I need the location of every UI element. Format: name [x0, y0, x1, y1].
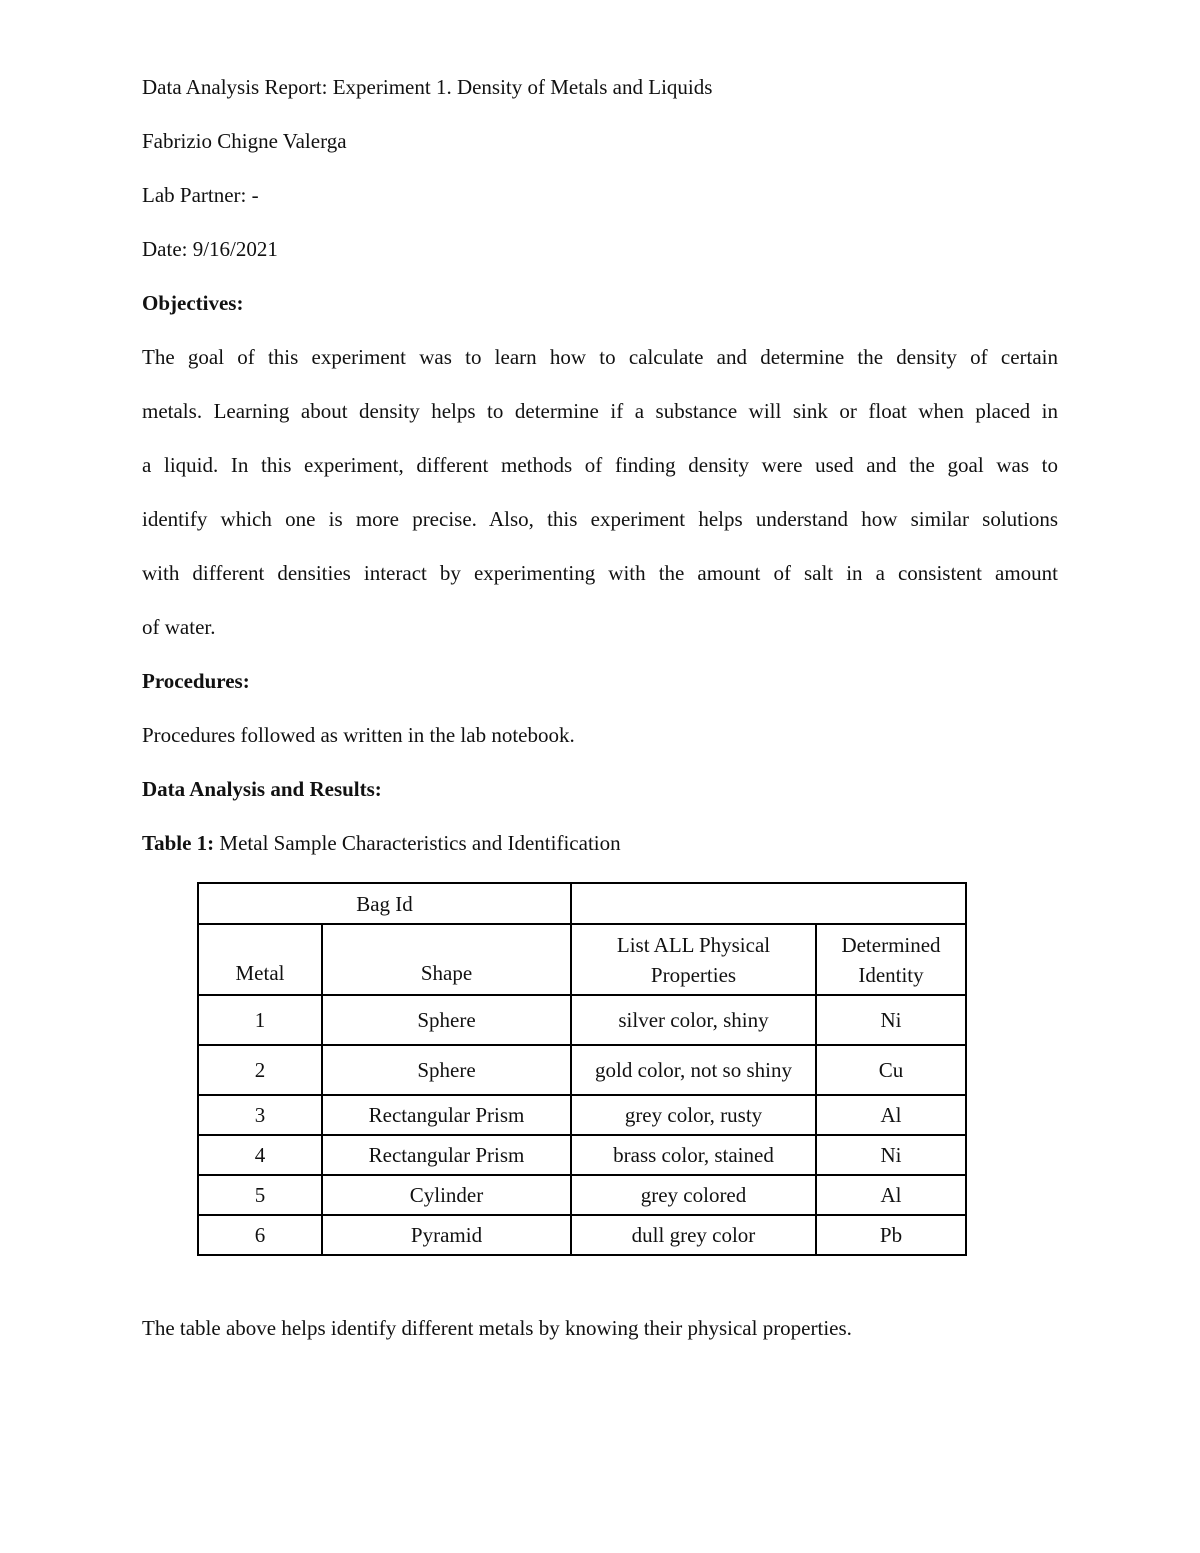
cell-metal: 2 [198, 1045, 322, 1095]
cell-metal: 3 [198, 1095, 322, 1135]
table-header-row [198, 924, 966, 995]
cell-properties: dull grey color [571, 1215, 816, 1255]
cell-shape: Rectangular Prism [322, 1095, 571, 1135]
objectives-line: a liquid. In this experiment, different methods of finding density were used and the goal was to [142, 453, 1058, 477]
bag-id-value-cell [571, 883, 966, 924]
cell-identity: Cu [816, 1045, 966, 1095]
cell-identity: Al [816, 1095, 966, 1135]
report-date: Date: 9/16/2021 [142, 237, 278, 261]
objectives-line: The goal of this experiment was to learn how to calculate and determine the density of certain [142, 345, 1058, 369]
cell-shape: Sphere [322, 995, 571, 1045]
cell-identity: Ni [816, 995, 966, 1045]
table-row [198, 1045, 966, 1095]
objectives-line: of water. [142, 615, 216, 639]
cell-shape: Rectangular Prism [322, 1135, 571, 1175]
table-row [198, 1095, 966, 1135]
report-title: Data Analysis Report: Experiment 1. Density of Metals and Liquids [142, 75, 713, 99]
table-row [198, 883, 966, 924]
table-caption-label: Table 1: [142, 831, 215, 855]
header-shape: Shape [322, 924, 571, 995]
cell-shape: Cylinder [322, 1175, 571, 1215]
objectives-heading: Objectives: [142, 291, 244, 315]
cell-properties: silver color, shiny [571, 995, 816, 1045]
cell-metal: 1 [198, 995, 322, 1045]
bag-id-cell: Bag Id [198, 883, 571, 924]
objectives-paragraph [142, 330, 1058, 654]
table-caption-text: Metal Sample Characteristics and Identification [214, 831, 621, 855]
table-row [198, 1215, 966, 1255]
header-determined-identity: Determined Identity [816, 924, 966, 995]
cell-properties: brass color, stained [571, 1135, 816, 1175]
cell-identity: Ni [816, 1135, 966, 1175]
header-metal: Metal [198, 924, 322, 995]
cell-shape: Sphere [322, 1045, 571, 1095]
cell-properties: grey color, rusty [571, 1095, 816, 1135]
cell-identity: Pb [816, 1215, 966, 1255]
objectives-line: with different densities interact by experimenting with the amount of salt in a consistent amount [142, 561, 1058, 585]
metal-characteristics-table [197, 882, 967, 1256]
conclusion-text: The table above helps identify different metals by knowing their physical properties. [142, 1316, 852, 1340]
cell-metal: 6 [198, 1215, 322, 1255]
cell-metal: 5 [198, 1175, 322, 1215]
procedures-heading: Procedures: [142, 669, 250, 693]
author-name: Fabrizio Chigne Valerga [142, 129, 347, 153]
objectives-line: identify which one is more precise. Also, this experiment helps understand how similar solutions [142, 507, 1058, 531]
cell-metal: 4 [198, 1135, 322, 1175]
cell-properties: gold color, not so shiny [571, 1045, 816, 1095]
table-row [198, 1175, 966, 1215]
cell-properties: grey colored [571, 1175, 816, 1215]
results-heading: Data Analysis and Results: [142, 777, 382, 801]
lab-partner: Lab Partner: - [142, 183, 259, 207]
cell-identity: Al [816, 1175, 966, 1215]
header-physical-properties: List ALL Physical Properties [571, 924, 816, 995]
objectives-line: metals. Learning about density helps to determine if a substance will sink or float when placed in [142, 399, 1058, 423]
table-row [198, 995, 966, 1045]
procedures-text: Procedures followed as written in the lab notebook. [142, 723, 575, 747]
table-caption [142, 830, 621, 856]
table-row [198, 1135, 966, 1175]
cell-shape: Pyramid [322, 1215, 571, 1255]
